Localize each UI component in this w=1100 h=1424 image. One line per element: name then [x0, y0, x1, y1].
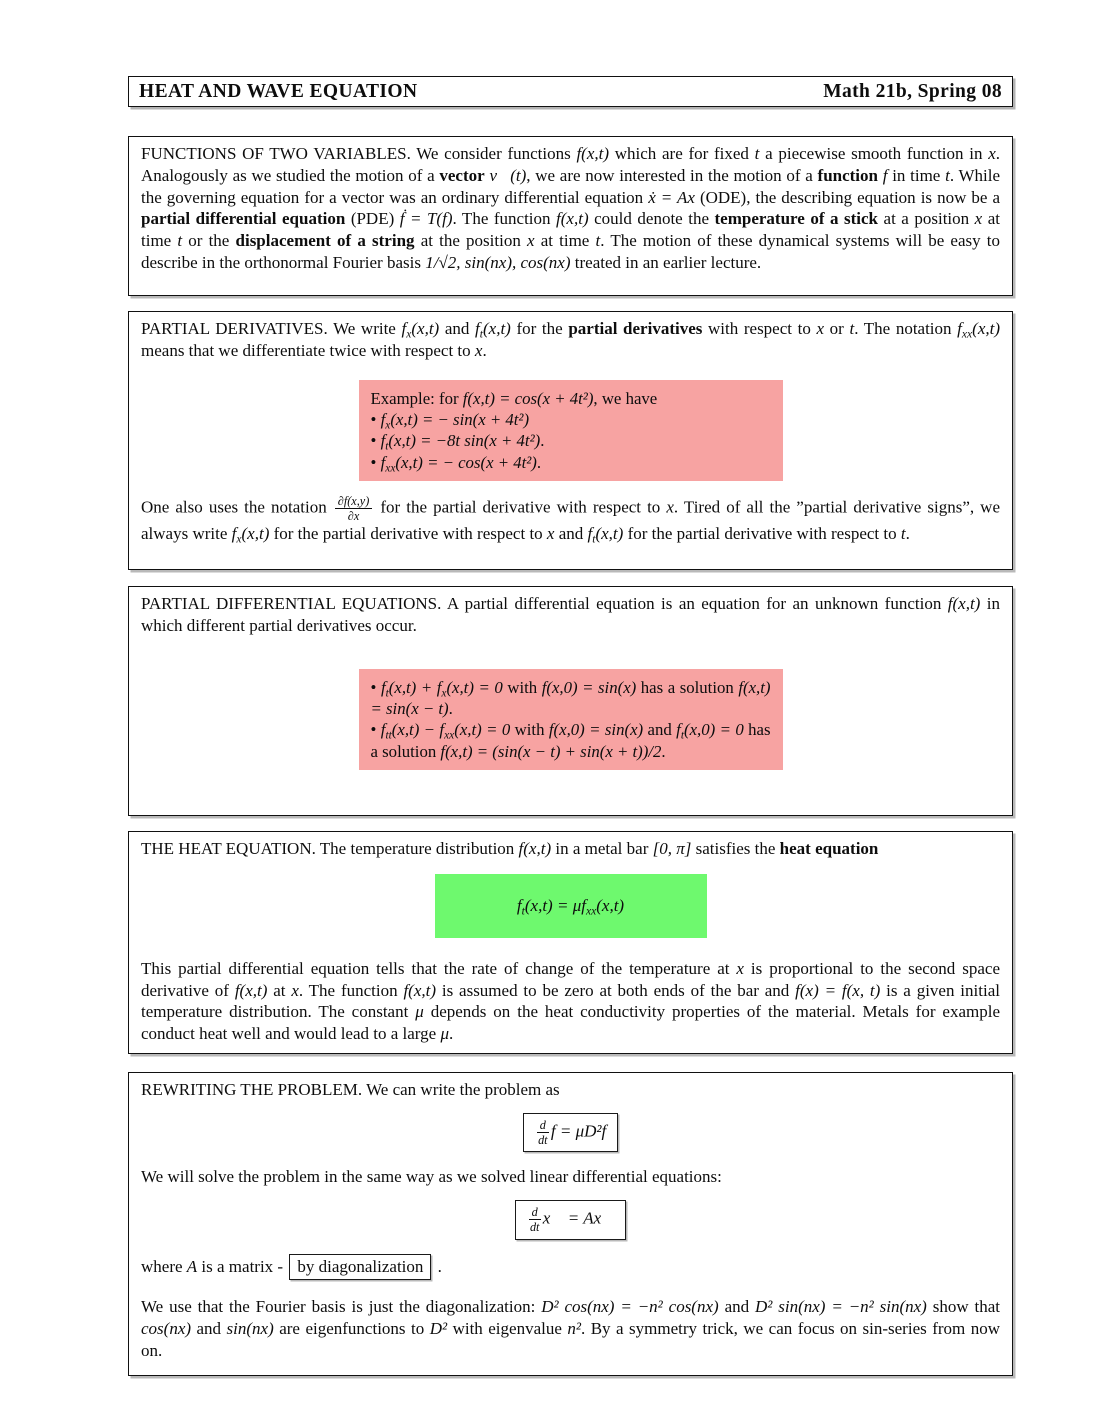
bold-run: heat equation [779, 839, 879, 858]
math-run: x [974, 209, 983, 229]
math-run: x [736, 958, 744, 978]
example-line: • $f_{xx}(x,t)$ = − cos(x + 4t²). [370, 452, 542, 475]
math-run: (x,t) [595, 523, 624, 543]
math-run: x [291, 980, 299, 1000]
math-run: x [546, 523, 555, 543]
math-run: f(x,t) [518, 839, 552, 858]
math-sub-run: $f_{xx}$ [581, 895, 597, 918]
math-run: ḟ = T(f) [399, 209, 453, 229]
math-run: (x,t) + [388, 677, 437, 697]
math-run: f(x,t) = (sin(x − t) + sin(x + t))/2 [440, 741, 662, 761]
math-run: f(x,0) = sin(x) [548, 720, 644, 740]
section-heat-equation [128, 831, 1013, 1054]
math-run: x [816, 319, 825, 338]
math-run: (x,t) [482, 319, 511, 338]
math-run: (x,t) = − cos(x + 4t²) [395, 452, 537, 472]
example-box-partial-derivatives [359, 380, 783, 482]
math-run: [0, π] [652, 839, 692, 858]
functions-paragraph: FUNCTIONS OF TWO VARIABLES. We consider functions f(x,t) which are for fixed t a piecewise smooth function in x. Analogously as we studied the motion of a vector v⃗(t), we are now interested in the motion of a function f in time t. While the governing equation for a vector was an ordinary differential equation ẋ = Ax (ODE), the describing equation is now be a partial differential equation (PDE) ḟ = T(f). The function f(x,t) could denote the temperature of a stick at a position x at time t or the displacement of a string at the position x at time t. The motion of these dynamical systems will be easy to describe in the orthonormal Fourier basis 1/√2, sin(nx), cos(nx) treated in an earlier lecture. [141, 144, 1001, 272]
math-run: 1/√2, sin(nx), cos(nx) [425, 252, 571, 272]
math-sub-run: $f_x$ [436, 677, 447, 700]
pde-intro: PARTIAL DIFFERENTIAL EQUATIONS. A partial differential equation is an equation for an unknown function f(x,t) in which different partial derivatives occur. [141, 594, 1000, 635]
math-run: f(x,t) = sin(x − t) [370, 677, 771, 718]
math-run: (x,t) = −8t sin(x + 4t²) [388, 431, 541, 451]
math-run: f(x,t) = cos(x + 4t²) [462, 388, 594, 408]
math-run: v⃗(t) [489, 165, 527, 185]
math-run: μ [415, 1002, 424, 1022]
equation-row [141, 1200, 1000, 1239]
math-run: t [849, 319, 855, 338]
math-run: D² [429, 1319, 448, 1339]
math-run: (x,t) [596, 895, 625, 915]
partial-derivatives-notation: One also uses the notation $\frac{\partial f(x,y)}{\partial x}$ for the partial derivative with respect to x. Tired of all the ”partial derivative signs”, we always write $f_x(x,t)$ for the partial derivative with respect to x and $f_t(x,t)$ for the partial derivative with respect to t. [141, 494, 1000, 546]
math-sub-run: $f_{xx}$ [439, 720, 455, 742]
math-sub-run: $f_t$ [380, 677, 389, 700]
math-run: x [666, 497, 674, 517]
fraction: $\frac{d}{dt}$ [538, 1117, 548, 1148]
math-run: t [900, 523, 906, 543]
course-label: Math 21b, Spring 08 [823, 80, 1002, 102]
math-run: D² sin(nx) = −n² sin(nx) [755, 1297, 927, 1317]
math-run: t [945, 165, 950, 185]
bold-run: temperature of a stick [714, 209, 879, 229]
bold-run: partial differential equation [141, 209, 346, 229]
math-run: A [186, 1256, 198, 1276]
math-run: (x,t) [972, 319, 1001, 338]
math-sub-run: $f_{tt}$ [380, 720, 392, 742]
math-run: (x,t) − [391, 720, 440, 740]
math-run: f = μD²f [550, 1121, 607, 1141]
content-column [128, 0, 1013, 1376]
math-run: f(x,0) = sin(x) [541, 677, 637, 697]
math-run: x⃗ = Ax⃗ [542, 1208, 615, 1228]
math-sub-run: $f_{xx}$ [957, 319, 973, 341]
fraction: $\frac{d}{dt}$ [529, 1205, 540, 1235]
math-run: f(x,t) [556, 209, 589, 229]
example-line: • $f_t(x,t) = -8t$ sin(x + 4t²). [370, 431, 545, 453]
math-run: μ [440, 1024, 449, 1044]
math-sub-run: $f_t$ [475, 319, 483, 341]
equation-box-ddt-x [515, 1200, 627, 1239]
heat-equation-body: This partial differential equation tells that the rate of change of the temperature at x is proportional to the second space derivative of f(x,t) at x. The function f(x,t) is assumed to be zero at both ends of the bar and f(x) = f(x, t) is a given initial temperature distribution. The constant μ depends on the heat conductivity properties of the material. Metals for example conduct heat well and would lead to a large μ. [141, 958, 1000, 1044]
math-run: x [527, 231, 535, 251]
document-title: HEAT AND WAVE EQUATION [139, 80, 418, 102]
example-box-pde-solutions [359, 669, 783, 771]
math-run: f(x) = f(x, t) [795, 980, 881, 1000]
math-sub-run: $f_x$ [231, 523, 242, 546]
equation-box-ddt-f [523, 1113, 618, 1152]
math-run: f(x,t) [576, 144, 610, 163]
fraction: $\frac{\partial f(x,y)}{\partial x}$ [335, 495, 373, 522]
math-run: f(x,t) [234, 980, 268, 1000]
math-run: (x,t) [411, 319, 440, 338]
math-sub-run: $f_x$ [380, 410, 391, 432]
math-run: n² [567, 1319, 581, 1339]
math-run: t [177, 231, 183, 251]
section-partial-differential-equations [128, 586, 1013, 816]
math-run: f(x,t) [947, 594, 981, 613]
math-sub-run: $f_x$ [401, 319, 412, 341]
math-sub-run: $f_t$ [380, 431, 389, 453]
partial-derivatives-intro: PARTIAL DERIVATIVES. We write $f_x(x,t)$ and $f_t(x,t)$ for the partial derivatives with respect to x or t. The notation $f_{xx}(x,t)$ means that we differentiate twice with respect to x. [141, 319, 1001, 360]
where-matrix-line: where A is a matrix - by diagonalization . [141, 1254, 1000, 1281]
math-run: (x,t) = − sin(x + 4t²) [390, 410, 530, 429]
math-sub-run: $f_t$ [516, 895, 525, 918]
rewriting-intro: REWRITING THE PROBLEM. We can write the problem as [141, 1079, 560, 1099]
math-run: (x,t) = 0 [454, 720, 511, 740]
by-diagonalization-box: by diagonalization [289, 1254, 431, 1281]
bold-run: function [817, 165, 878, 185]
bold-run: partial derivatives [568, 319, 703, 338]
math-run: f [882, 165, 888, 185]
section-partial-derivatives [128, 311, 1013, 570]
example-item: • $f_t(x,t) + f_x(x,t) = 0$ with f(x,0) = sin(x) has a solution f(x,t) = sin(x − t). [370, 677, 771, 718]
math-run: (x,t) = μ [524, 895, 582, 915]
bold-run: vector [439, 165, 485, 185]
math-run: f(x,t) [403, 980, 437, 1000]
math-run: x [988, 144, 996, 163]
section-rewriting-the-problem [128, 1072, 1013, 1376]
math-run: x [474, 340, 483, 360]
example-line: • $f_x(x,t)$ = − sin(x + 4t²) [370, 410, 530, 432]
example-item: • $f_{tt}(x,t) - f_{xx}(x,t) = 0$ with f(x,0) = sin(x) and $f_t(x,0) = 0$ has a solution f(x,t) = (sin(x − t) + sin(x + t))/2. [370, 720, 771, 761]
math-run: (x,t) [241, 523, 270, 543]
math-sub-run: $f_{xx}$ [380, 452, 396, 475]
example-line: Example: for f(x,t) = cos(x + 4t²), we have [370, 388, 658, 408]
equation-row [141, 1113, 1000, 1152]
heat-equation-formula [517, 896, 624, 916]
math-sub-run: $f_t$ [587, 523, 596, 546]
math-run: t [595, 231, 601, 251]
math-sub-run: $f_t$ [676, 720, 684, 742]
rewriting-middle: We will solve the problem in the same way as we solved linear differential equations: [141, 1167, 722, 1187]
math-run: (x,t) = 0 [446, 677, 503, 697]
heat-equation-intro: THE HEAT EQUATION. The temperature distribution f(x,t) in a metal bar [0, π] satisfies the heat equation [141, 839, 879, 858]
math-run: cos(nx) [141, 1319, 192, 1339]
math-run: t [754, 144, 760, 163]
heat-equation-highlight [435, 874, 707, 938]
fourier-paragraph: We use that the Fourier basis is just the diagonalization: D² cos(nx) = −n² cos(nx) and D² sin(nx) = −n² sin(nx) show that cos(nx) and sin(nx) are eigenfunctions to D² with eigenvalue n². By a symmetry trick, we can focus on sin-series from now on. [141, 1297, 1001, 1360]
math-run: D² cos(nx) = −n² cos(nx) [541, 1297, 719, 1317]
math-run: ẋ = Ax [648, 187, 695, 207]
math-run: sin(nx) [226, 1319, 274, 1339]
section-functions-of-two-variables [128, 136, 1013, 296]
bold-run: displacement of a string [235, 231, 415, 251]
document-header [128, 76, 1013, 107]
math-run: (x,0) = 0 [684, 720, 744, 740]
